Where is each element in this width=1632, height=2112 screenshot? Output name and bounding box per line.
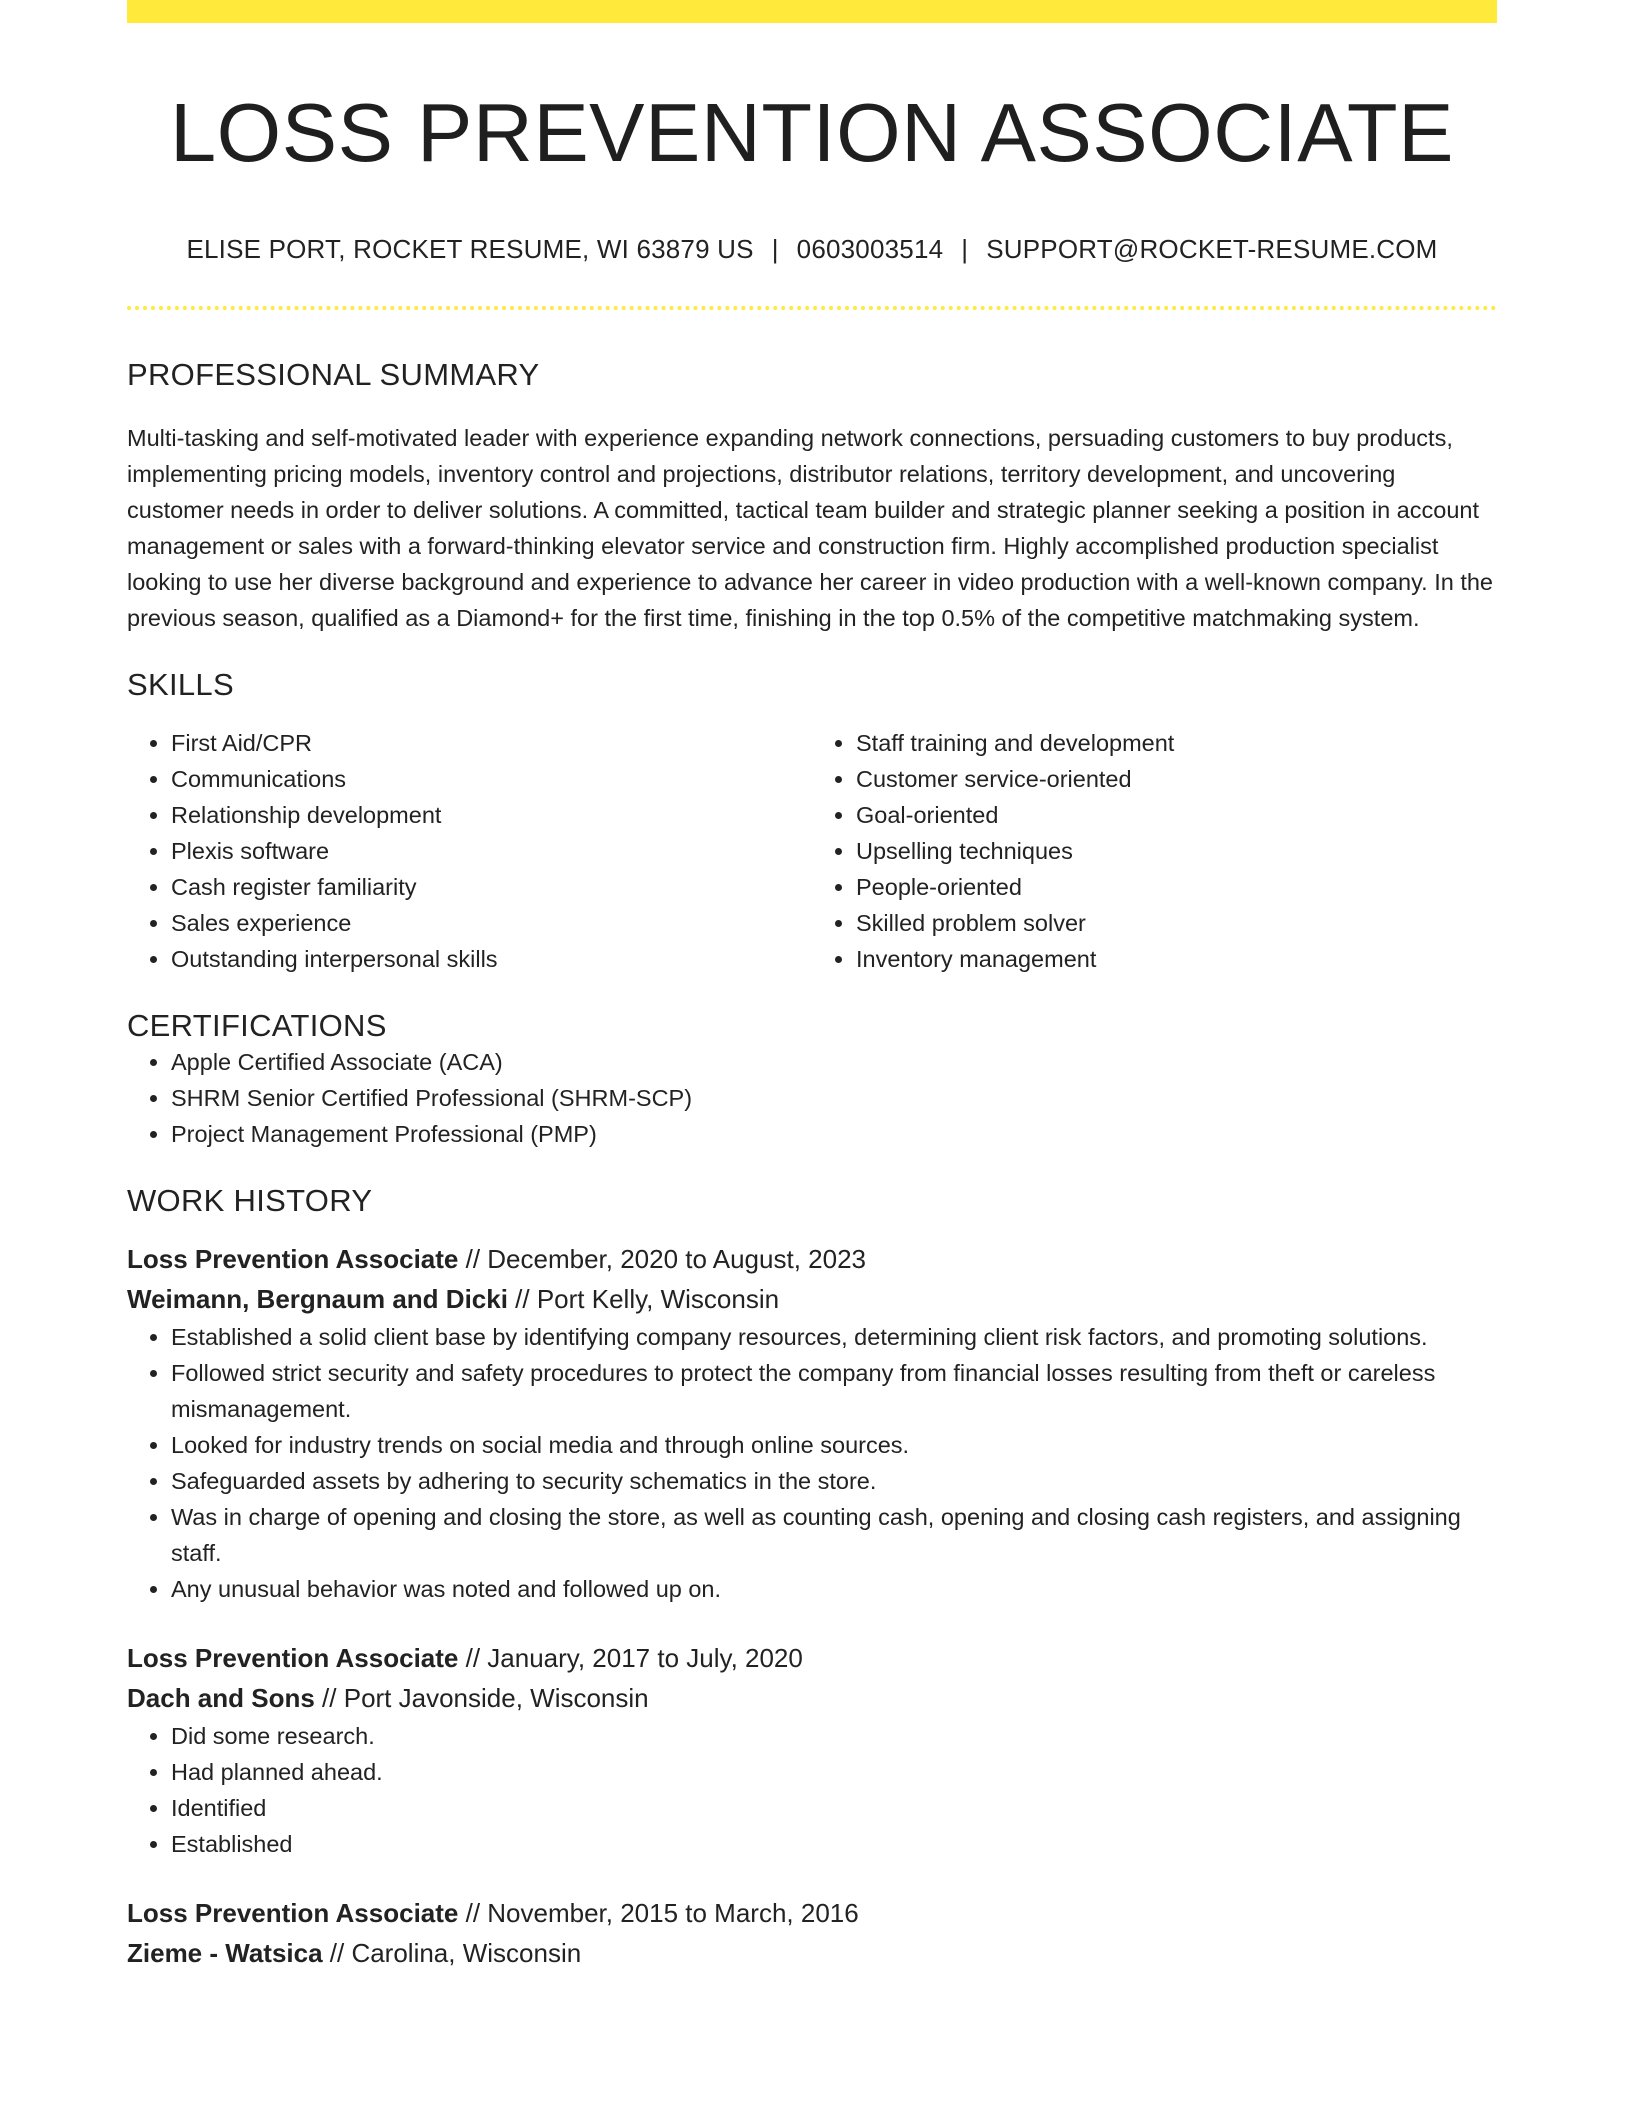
job-company-line [127,1933,1497,1973]
work-history-section [127,1182,1497,1973]
job-title: Loss Prevention Associate [127,1898,459,1929]
resume-page [127,0,1497,1973]
certification-item: • Apple Certified Associate (ACA) [171,1044,1497,1080]
job-location: // Port Javonside, Wisconsin [314,1683,649,1714]
job-entry [127,1239,1497,1607]
contact-separator: | [961,234,969,265]
job-bullet: • Established a solid client base by identifying company resources, determining client risk factors, and promoting solutions. [171,1319,1497,1355]
summary-section [127,356,1497,636]
job-title-line [127,1638,1497,1678]
accent-bar [127,0,1497,23]
skill-item: • Skilled problem solver [856,905,1497,941]
job-bullet: • Did some research. [171,1718,1497,1754]
contact-email: SUPPORT@ROCKET-RESUME.COM [986,234,1438,265]
job-location: // Carolina, Wisconsin [322,1938,582,1969]
skill-item: • Relationship development [171,797,812,833]
contact-line [127,234,1497,265]
skills-list-left [127,725,812,977]
contact-separator: | [771,234,779,265]
job-bullets [127,1718,1497,1862]
job-bullet: • Looked for industry trends on social media and through online sources. [171,1427,1497,1463]
section-title-summary: PROFESSIONAL SUMMARY [127,356,540,392]
job-bullet: • Identified [171,1790,1497,1826]
job-bullet: • Had planned ahead. [171,1754,1497,1790]
job-bullets [127,1319,1497,1607]
certification-item: • SHRM Senior Certified Professional (SHRM-SCP) [171,1080,1497,1116]
dotted-divider [127,306,1497,310]
skill-item: • Cash register familiarity [171,869,812,905]
job-title-line [127,1893,1497,1933]
job-bullet: • Any unusual behavior was noted and followed up on. [171,1571,1497,1607]
skills-list-right [812,725,1497,977]
certification-item: • Project Management Professional (PMP) [171,1116,1497,1152]
job-company: Dach and Sons [127,1683,315,1714]
skill-item: • Inventory management [856,941,1497,977]
skill-item: • Goal-oriented [856,797,1497,833]
skill-item: • Upselling techniques [856,833,1497,869]
job-company-line [127,1678,1497,1718]
section-title-skills: SKILLS [127,666,234,702]
skill-item: • Plexis software [171,833,812,869]
job-location: // Port Kelly, Wisconsin [507,1284,780,1315]
job-dates: // November, 2015 to March, 2016 [458,1898,859,1929]
skills-section [127,666,1497,977]
skill-item: • First Aid/CPR [171,725,812,761]
job-bullet: • Followed strict security and safety procedures to protect the company from financial losses resulting from theft or careless mismanagement. [171,1355,1497,1427]
job-entry [127,1638,1497,1862]
summary-text: Multi-tasking and self-motivated leader with experience expanding network connections, persuading customers to buy products, implementing pricing models, inventory control and projections, distributor relations, territory development, and uncovering customer needs in order to deliver solutions. A committed, tactical team builder and strategic planner seeking a position in account management or sales with a forward-thinking elevator service and construction firm. Highly accomplished production specialist looking to use her diverse background and experience to advance her career in video production with a well-known company. In the previous season, qualified as a Diamond+ for the first time, finishing in the top 0.5% of the competitive matchmaking system. [127,424,1493,631]
job-entry [127,1893,1497,1973]
skill-item: • Outstanding interpersonal skills [171,941,812,977]
job-company: Zieme - Watsica [127,1938,323,1969]
job-title-line [127,1239,1497,1279]
skill-item: • Sales experience [171,905,812,941]
skill-item: • Communications [171,761,812,797]
section-title-certifications: CERTIFICATIONS [127,1008,387,1043]
skill-item: • People-oriented [856,869,1497,905]
job-title: Loss Prevention Associate [127,1643,459,1674]
job-title: Loss Prevention Associate [127,1244,459,1275]
job-bullet: • Safeguarded assets by adhering to security schematics in the store. [171,1463,1497,1499]
certifications-list [127,1044,1497,1152]
section-title-work-history: WORK HISTORY [127,1183,373,1219]
contact-address: ELISE PORT, ROCKET RESUME, WI 63879 US [186,234,754,265]
contact-phone: 0603003514 [796,234,944,265]
job-dates: // December, 2020 to August, 2023 [458,1244,866,1275]
skills-columns [127,725,1497,977]
skill-item: • Customer service-oriented [856,761,1497,797]
job-bullet: • Established [171,1826,1497,1862]
certifications-section [127,1007,1497,1152]
job-company-line [127,1279,1497,1319]
job-company: Weimann, Bergnaum and Dicki [127,1284,508,1315]
job-bullet: • Was in charge of opening and closing the store, as well as counting cash, opening and closing cash registers, and assigning staff. [171,1499,1497,1571]
resume-name: LOSS PREVENTION ASSOCIATE [170,86,1454,179]
job-dates: // January, 2017 to July, 2020 [458,1643,803,1674]
skill-item: • Staff training and development [856,725,1497,761]
